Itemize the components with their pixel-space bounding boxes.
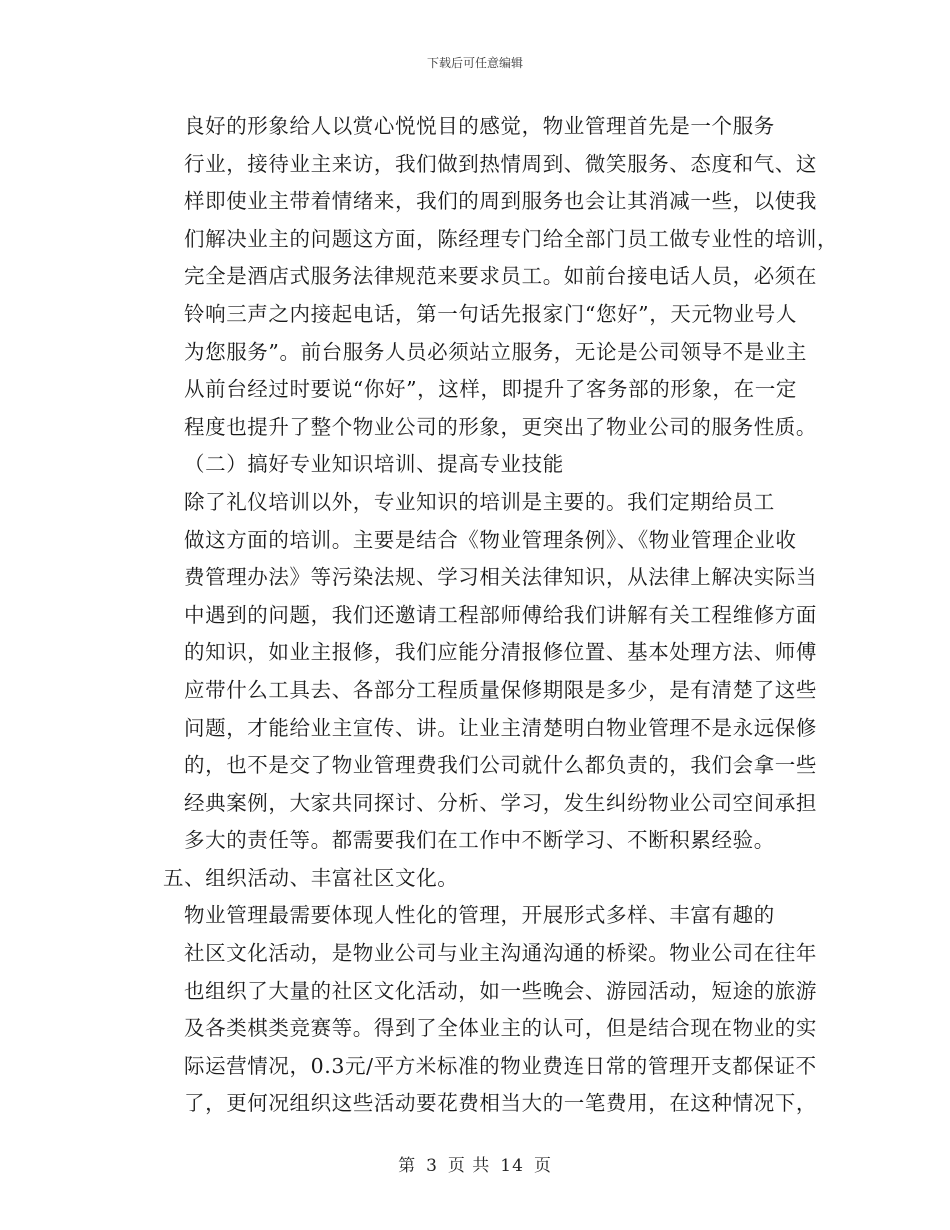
text-line: 问题，才能给业主宣传、讲。让业主清楚明白物业管理不是永远保修 — [184, 715, 817, 740]
section-heading-training: （二）搞好专业知识培训、提高专业技能 — [184, 452, 564, 477]
text-line: 行业，接待业主来访，我们做到热情周到、微笑服务、态度和气、这 — [184, 151, 817, 176]
text-line: 完全是酒店式服务法律规范来要求员工。如前台接电话人员，必须在 — [184, 264, 817, 289]
text-line: 们解决业主的问题这方面，陈经理专门给全部门员工做专业性的培训， — [184, 226, 839, 251]
text-line: 际运营情况，0.3元/平方米标准的物业费连日常的管理开支都保证不 — [184, 1053, 817, 1078]
page-number: 3 — [426, 1156, 438, 1176]
document-body — [143, 108, 839, 1123]
text-line: 多大的责任等。都需要我们在工作中不断学习、不断积累经验。 — [184, 828, 775, 853]
text-line: 及各类棋类竞赛等。得到了全体业主的认可，但是结合现在物业的实 — [184, 1016, 817, 1041]
text-line: 应带什么工具去、各部分工程质量保修期限是多少，是有清楚了这些 — [184, 677, 817, 702]
paragraph-service-image — [143, 108, 839, 446]
text-line: 的，也不是交了物业管理费我们公司就什么都负责的，我们会拿一些 — [184, 753, 817, 778]
text-line: 铃响三声之内接起电话，第一句话先报家门“您好”，天元物业号人 — [184, 301, 797, 326]
text-line: 费管理办法》等污染法规、学习相关法律知识，从法律上解决实际当 — [184, 565, 817, 590]
text-line: 中遇到的问题，我们还邀请工程部师傅给我们讲解有关工程维修方面 — [184, 602, 817, 627]
text-line: 程度也提升了整个物业公司的形象，更突出了物业公司的服务性质。 — [184, 414, 817, 439]
page-footer — [0, 1151, 950, 1176]
text-line: 为您服务”。前台服务人员必须站立服务，无论是公司领导不是业主 — [184, 339, 807, 364]
text-line: 良好的形象给人以赏心悦悦目的感觉，物业管理首先是一个服务 — [184, 114, 775, 138]
text-line: 从前台经过时要说“你好”，这样，即提升了客务部的形象，在一定 — [184, 377, 797, 402]
text-line: 的知识，如业主报修，我们应能分清报修位置、基本处理方法、师傅 — [184, 640, 817, 665]
text-line: 社区文化活动，是物业公司与业主沟通沟通的桥梁。物业公司在往年 — [184, 941, 817, 966]
text-line: 经典案例，大家共同探讨、分析、学习，发生纠纷物业公司空间承担 — [184, 790, 817, 815]
page-total: 14 — [500, 1156, 524, 1176]
paragraph-professional-training — [143, 484, 817, 860]
text-line: 也组织了大量的社区文化活动，如一些晚会、游园活动，短途的旅游 — [184, 978, 817, 1003]
text-line: 做这方面的培训。主要是结合《物业管理条例》、《物业管理企业收 — [184, 527, 797, 552]
footer-suffix: 页 — [533, 1156, 552, 1176]
text-line: 样即使业主带着情绪来，我们的周到服务也会让其消减一些，以使我 — [184, 189, 817, 214]
footer-prefix: 第 — [398, 1156, 417, 1176]
footer-mid: 页 共 — [447, 1156, 491, 1176]
header-note: 下载后可任意编辑 — [426, 56, 523, 70]
text-line: 除了礼仪培训以外，专业知识的培训是主要的。我们定期给员工 — [184, 489, 775, 514]
paragraph-community-culture — [143, 897, 817, 1123]
section-heading-activities: 五、组织活动、丰富社区文化。 — [163, 865, 459, 890]
text-line: 物业管理最需要体现人性化的管理，开展形式多样、丰富有趣的 — [184, 903, 775, 928]
text-line: 了，更何况组织这些活动要花费相当大的一笔费用，在这种情况下， — [184, 1091, 817, 1116]
